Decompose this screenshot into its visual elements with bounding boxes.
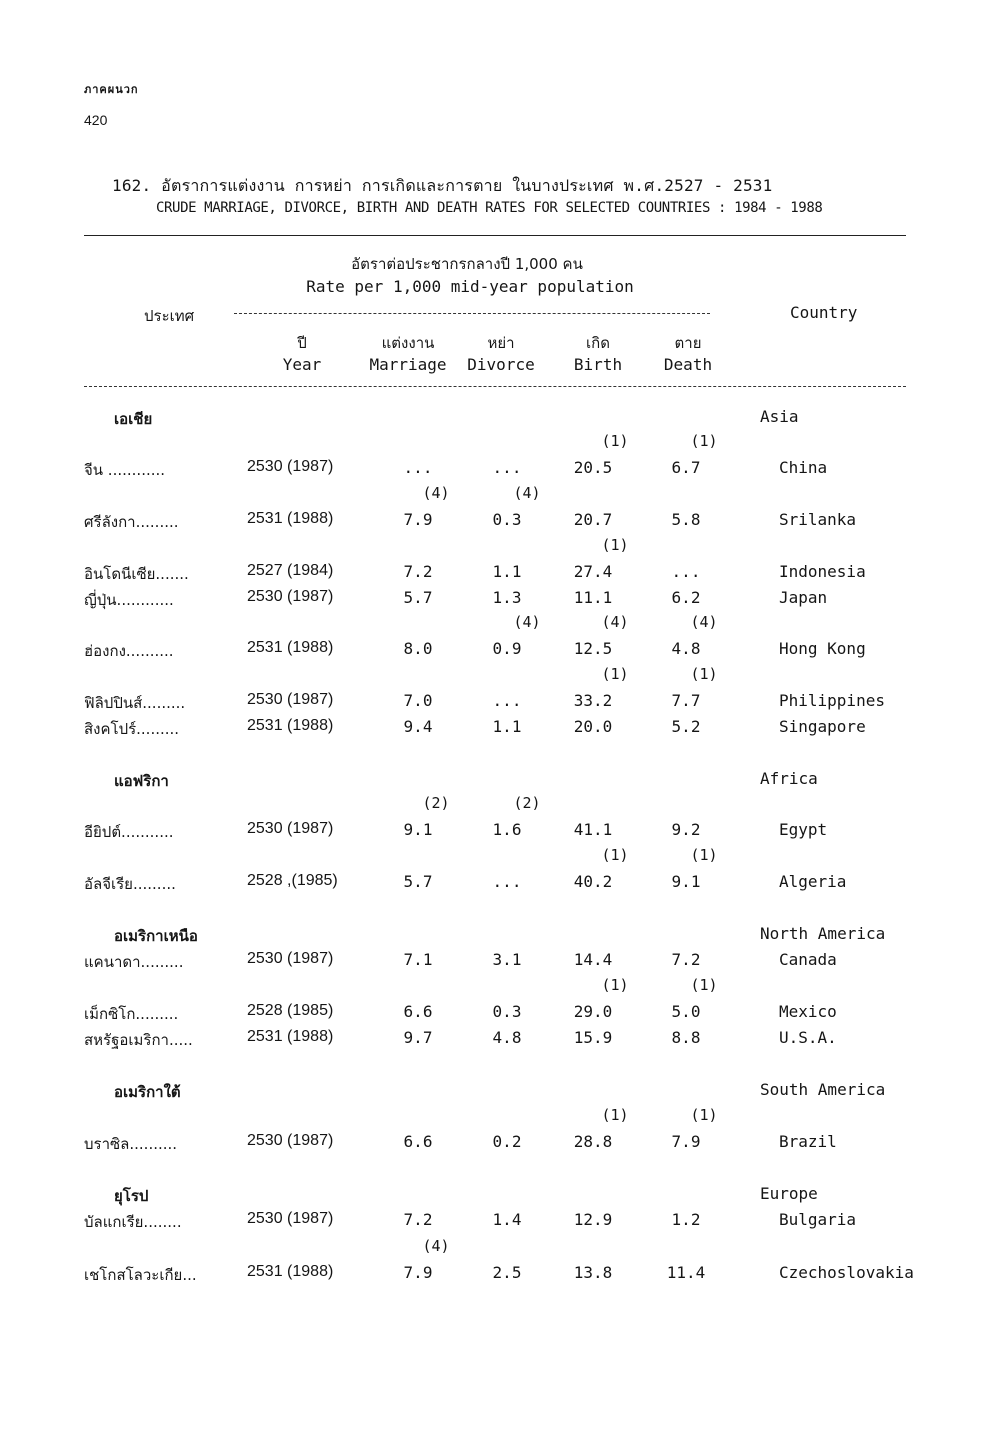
marriage-cell: 9.4 [403,717,433,736]
country-name-english: Czechoslovakia [779,1263,914,1282]
divorce-cell: 1.1 [492,562,522,581]
year-cell: 2531 (1988) [247,717,334,734]
col-birth-thai: เกิด [586,334,610,352]
country-name-thai: บราซิล.......... [84,1135,178,1153]
country-name-thai: ญี่ปุ่น............ [84,591,174,609]
footnote-marker: (1) [690,846,718,864]
marriage-cell: 6.6 [403,1002,433,1021]
country-name-english: Japan [779,588,828,607]
year-cell: 2527 (1984) [247,562,334,579]
country-name-english: Bulgaria [779,1210,857,1229]
footnote-marker: (1) [601,432,629,450]
footnote-marker: (1) [601,1106,629,1124]
death-cell: 1.2 [671,1210,701,1229]
country-name-thai: เชโกสโลวะเกีย... [84,1266,197,1284]
death-cell: 6.7 [671,458,701,477]
col-marriage-english: Marriage [369,355,447,374]
death-cell: ... [671,562,701,581]
divorce-cell: 1.1 [492,717,522,736]
header-dashed-rule [234,313,710,314]
birth-cell: 15.9 [573,1028,613,1047]
death-cell: 9.1 [671,872,701,891]
birth-cell: 28.8 [573,1132,613,1151]
footnote-marker: (4) [422,1237,450,1255]
year-cell: 2531 (1988) [247,639,334,656]
country-name-thai: อัลจีเรีย......... [84,875,176,893]
birth-cell: 20.7 [573,510,613,529]
country-name-thai: สหรัฐอเมริกา..... [84,1031,193,1049]
top-rule [84,235,906,236]
birth-cell: 27.4 [573,562,613,581]
death-cell: 9.2 [671,820,701,839]
marriage-cell: 5.7 [403,872,433,891]
year-cell: 2528 ,(1985) [247,872,338,889]
header-bottom-dashed-rule [84,386,906,387]
country-name-thai: ฟิลิปปินส์......... [84,694,186,712]
divorce-cell: 0.3 [492,510,522,529]
year-cell: 2530 (1987) [247,1210,334,1227]
year-cell: 2531 (1988) [247,510,334,527]
death-cell: 11.4 [666,1263,706,1282]
year-cell: 2528 (1985) [247,1002,334,1019]
marriage-cell: 9.1 [403,820,433,839]
footnote-marker: (4) [690,613,718,631]
footnote-marker: (1) [690,665,718,683]
footnote-marker: (2) [513,794,541,812]
footnote-marker: (1) [690,976,718,994]
page-number: 420 [84,112,108,128]
country-name-english: Brazil [779,1132,837,1151]
marriage-cell: 7.1 [403,950,433,969]
divorce-cell: 1.3 [492,588,522,607]
footnote-marker: (1) [690,432,718,450]
col-birth-english: Birth [573,355,623,374]
marriage-cell: 7.9 [403,510,433,529]
region-label-thai: อเมริกาเหนือ [114,927,198,945]
footnote-marker: (1) [601,536,629,554]
death-cell: 5.8 [671,510,701,529]
country-name-thai: ศรีลังกา......... [84,513,179,531]
col-divorce-thai: หย่า [487,334,515,352]
divorce-cell: ... [492,872,522,891]
footnote-marker: (1) [690,1106,718,1124]
marriage-cell: 9.7 [403,1028,433,1047]
table-title-english: CRUDE MARRIAGE, DIVORCE, BIRTH AND DEATH RATES FOR SELECTED COUNTRIES : 1984 - 1988 [156,200,823,216]
region-label-english: Africa [760,769,818,788]
divorce-cell: 0.9 [492,639,522,658]
year-cell: 2530 (1987) [247,1132,334,1149]
country-name-english: Egypt [779,820,828,839]
footnote-marker: (2) [422,794,450,812]
country-name-thai: อียิปต์........... [84,823,174,841]
birth-cell: 13.8 [573,1263,613,1282]
birth-cell: 33.2 [573,691,613,710]
col-divorce-english: Divorce [467,355,535,374]
footnote-marker: (1) [601,846,629,864]
rate-header-english: Rate per 1,000 mid-year population [306,277,634,296]
rate-header-thai: อัตราต่อประชากรกลางปี 1,000 คน [351,255,583,273]
divorce-cell: 0.3 [492,1002,522,1021]
year-cell: 2530 (1987) [247,820,334,837]
table-title-thai: 162. อัตราการแต่งงาน การหย่า การเกิดและการตาย ในบางประเทศ พ.ศ.2527 - 2531 [112,176,773,195]
year-cell: 2530 (1987) [247,588,334,605]
marriage-cell: 8.0 [403,639,433,658]
country-name-thai: เม็กซิโก......... [84,1005,179,1023]
country-name-english: Mexico [779,1002,837,1021]
col-death-english: Death [663,355,713,374]
year-cell: 2530 (1987) [247,458,334,475]
birth-cell: 20.5 [573,458,613,477]
birth-cell: 41.1 [573,820,613,839]
death-cell: 5.2 [671,717,701,736]
marriage-cell: 5.7 [403,588,433,607]
country-name-english: Algeria [779,872,847,891]
region-label-thai: แอฟริกา [114,772,169,790]
col-marriage-thai: แต่งงาน [381,334,435,352]
country-name-thai: จีน ............ [84,461,166,479]
year-cell: 2531 (1988) [247,1263,334,1280]
death-cell: 7.2 [671,950,701,969]
country-name-english: Philippines [779,691,885,710]
birth-cell: 40.2 [573,872,613,891]
birth-cell: 29.0 [573,1002,613,1021]
country-name-english: Srilanka [779,510,857,529]
marriage-cell: ... [403,458,433,477]
birth-cell: 12.5 [573,639,613,658]
birth-cell: 12.9 [573,1210,613,1229]
running-head: ภาคผนวก [84,83,139,96]
footnote-marker: (4) [422,484,450,502]
country-name-thai: สิงคโปร์......... [84,720,180,738]
col-year-thai: ปี [297,334,307,352]
country-header-thai: ประเทศ [144,307,195,325]
divorce-cell: ... [492,691,522,710]
country-name-thai: ฮ่องกง.......... [84,642,174,660]
footnote-marker: (4) [513,484,541,502]
birth-cell: 20.0 [573,717,613,736]
marriage-cell: 7.0 [403,691,433,710]
death-cell: 8.8 [671,1028,701,1047]
death-cell: 7.9 [671,1132,701,1151]
footnote-marker: (4) [601,613,629,631]
divorce-cell: 1.4 [492,1210,522,1229]
region-label-thai: ยุโรป [114,1187,149,1205]
birth-cell: 14.4 [573,950,613,969]
year-cell: 2530 (1987) [247,691,334,708]
birth-cell: 11.1 [573,588,613,607]
death-cell: 6.2 [671,588,701,607]
year-cell: 2531 (1988) [247,1028,334,1045]
marriage-cell: 7.2 [403,562,433,581]
marriage-cell: 7.2 [403,1210,433,1229]
death-cell: 7.7 [671,691,701,710]
country-name-english: China [779,458,828,477]
country-name-english: Hong Kong [779,639,866,658]
divorce-cell: 1.6 [492,820,522,839]
footnote-marker: (1) [601,665,629,683]
region-label-english: North America [760,924,886,943]
divorce-cell: 4.8 [492,1028,522,1047]
country-name-english: U.S.A. [779,1028,837,1047]
divorce-cell: 2.5 [492,1263,522,1282]
death-cell: 5.0 [671,1002,701,1021]
country-header-english: Country [790,303,858,322]
country-name-thai: บัลแกเรีย........ [84,1213,182,1231]
marriage-cell: 6.6 [403,1132,433,1151]
country-name-english: Canada [779,950,837,969]
region-label-english: South America [760,1080,886,1099]
region-label-english: Europe [760,1184,818,1203]
col-death-thai: ตาย [674,334,702,352]
divorce-cell: ... [492,458,522,477]
death-cell: 4.8 [671,639,701,658]
year-cell: 2530 (1987) [247,950,334,967]
country-name-thai: อินโดนีเซีย....... [84,565,189,583]
divorce-cell: 0.2 [492,1132,522,1151]
marriage-cell: 7.9 [403,1263,433,1282]
country-name-thai: แคนาดา......... [84,953,184,971]
col-year-english: Year [282,355,322,374]
region-label-thai: เอเชีย [114,410,153,428]
divorce-cell: 3.1 [492,950,522,969]
country-name-english: Indonesia [779,562,866,581]
footnote-marker: (1) [601,976,629,994]
region-label-thai: อเมริกาใต้ [114,1083,181,1101]
region-label-english: Asia [760,407,799,426]
country-name-english: Singapore [779,717,866,736]
footnote-marker: (4) [513,613,541,631]
